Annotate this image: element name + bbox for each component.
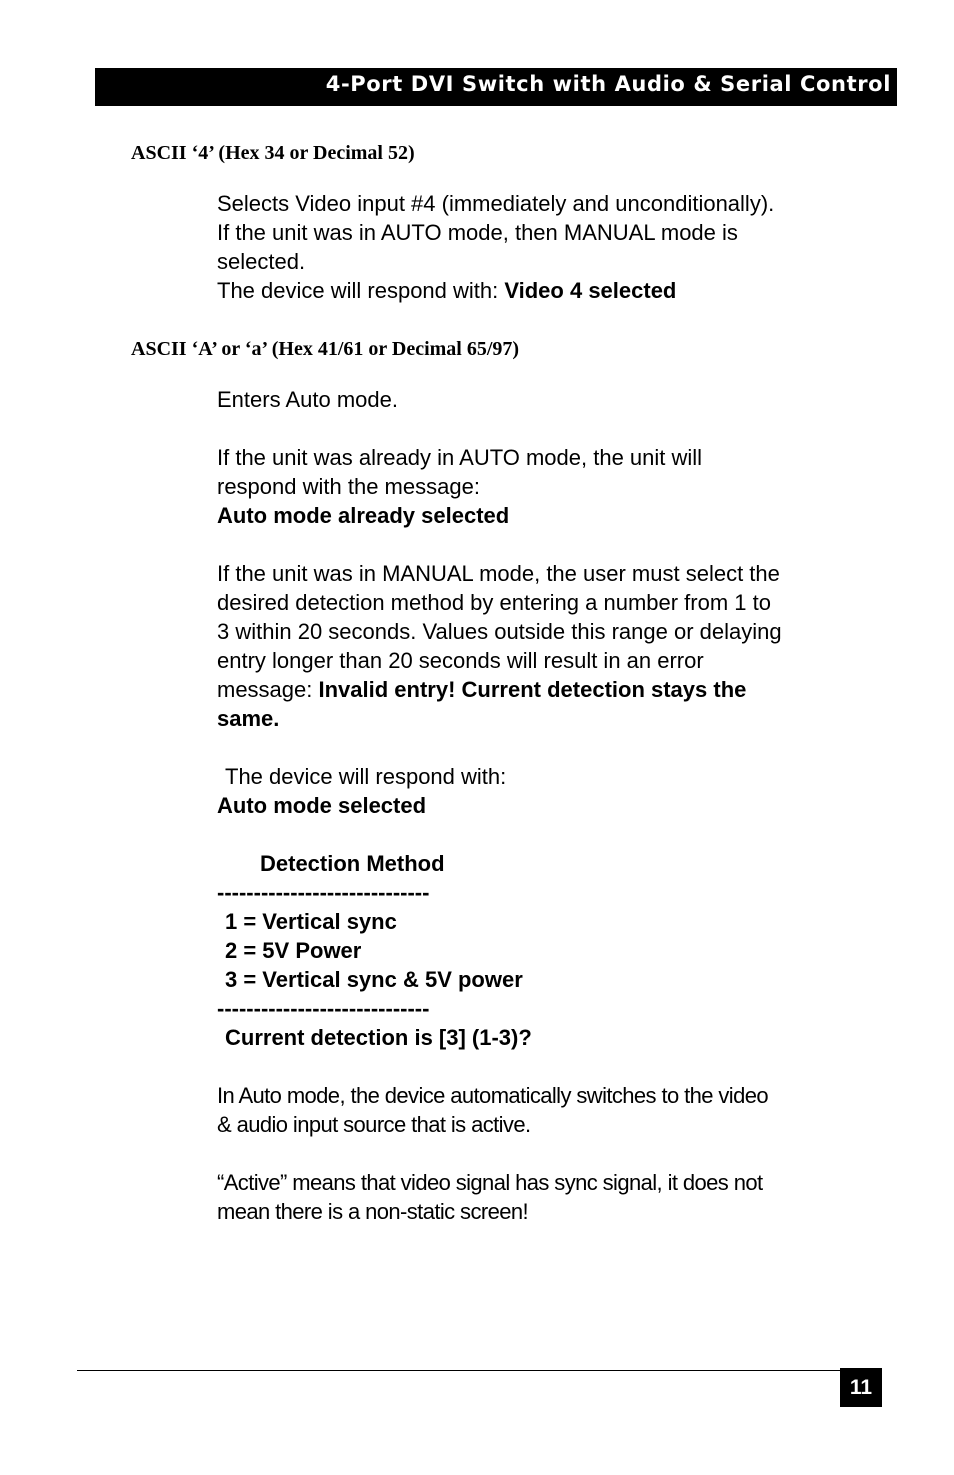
error-prefix: message: bbox=[217, 677, 319, 702]
menu-divider-bottom: ----------------------------- bbox=[217, 996, 430, 1021]
menu-divider-top: ----------------------------- bbox=[217, 880, 430, 905]
response-prefix: The device will respond with: bbox=[217, 278, 505, 303]
menu-option-1: 1 = Vertical sync bbox=[225, 909, 397, 934]
text-line: & audio input source that is active. bbox=[217, 1112, 531, 1137]
text-line: 3 within 20 seconds. Values outside this range or delaying bbox=[217, 619, 782, 644]
message-auto-already: Auto mode already selected bbox=[217, 503, 510, 528]
menu-option-3: 3 = Vertical sync & 5V power bbox=[225, 967, 523, 992]
section-heading-ascii-4: ASCII ‘4’ (Hex 34 or Decimal 52) bbox=[131, 142, 415, 164]
header-bar bbox=[95, 68, 897, 106]
response-line bbox=[217, 276, 857, 305]
page-number: 11 bbox=[840, 1368, 882, 1407]
footer-rule bbox=[77, 1370, 841, 1371]
text-line: desired detection method by entering a number from 1 to bbox=[217, 590, 771, 615]
response-message: Video 4 selected bbox=[504, 278, 677, 303]
text-line: If the unit was in AUTO mode, then MANUAL mode is bbox=[217, 220, 738, 245]
section-heading-ascii-a: ASCII ‘A’ or ‘a’ (Hex 41/61 or Decimal 65/97) bbox=[131, 338, 520, 360]
text-line: Selects Video input #4 (immediately and unconditionally). bbox=[217, 191, 775, 216]
text-line: If the unit was in MANUAL mode, the user must select the bbox=[217, 561, 780, 586]
text-line: selected. bbox=[217, 249, 306, 274]
message-auto-selected: Auto mode selected bbox=[217, 793, 427, 818]
menu-option-2: 2 = 5V Power bbox=[225, 938, 362, 963]
error-message-cont: same. bbox=[217, 706, 280, 731]
menu-title: Detection Method bbox=[260, 851, 445, 876]
text-line: In Auto mode, the device automatically switches to the video bbox=[217, 1083, 768, 1108]
error-line bbox=[217, 675, 857, 704]
text-line: If the unit was already in AUTO mode, the unit will bbox=[217, 445, 703, 470]
text-line: mean there is a non-static screen! bbox=[217, 1199, 528, 1224]
section-body-ascii-a bbox=[217, 385, 857, 1226]
text-line: The device will respond with: bbox=[225, 764, 507, 789]
text-line: entry longer than 20 seconds will result in an error bbox=[217, 648, 704, 673]
document-title: 4-Port DVI Switch with Audio & Serial Control bbox=[325, 72, 891, 96]
error-message: Invalid entry! Current detection stays the bbox=[318, 677, 747, 702]
text-line: Enters Auto mode. bbox=[217, 387, 398, 412]
section-body-ascii-4 bbox=[217, 189, 857, 305]
text-line: respond with the message: bbox=[217, 474, 480, 499]
menu-prompt: Current detection is [3] (1-3)? bbox=[225, 1025, 532, 1050]
text-line: “Active” means that video signal has sync signal, it does not bbox=[217, 1170, 763, 1195]
